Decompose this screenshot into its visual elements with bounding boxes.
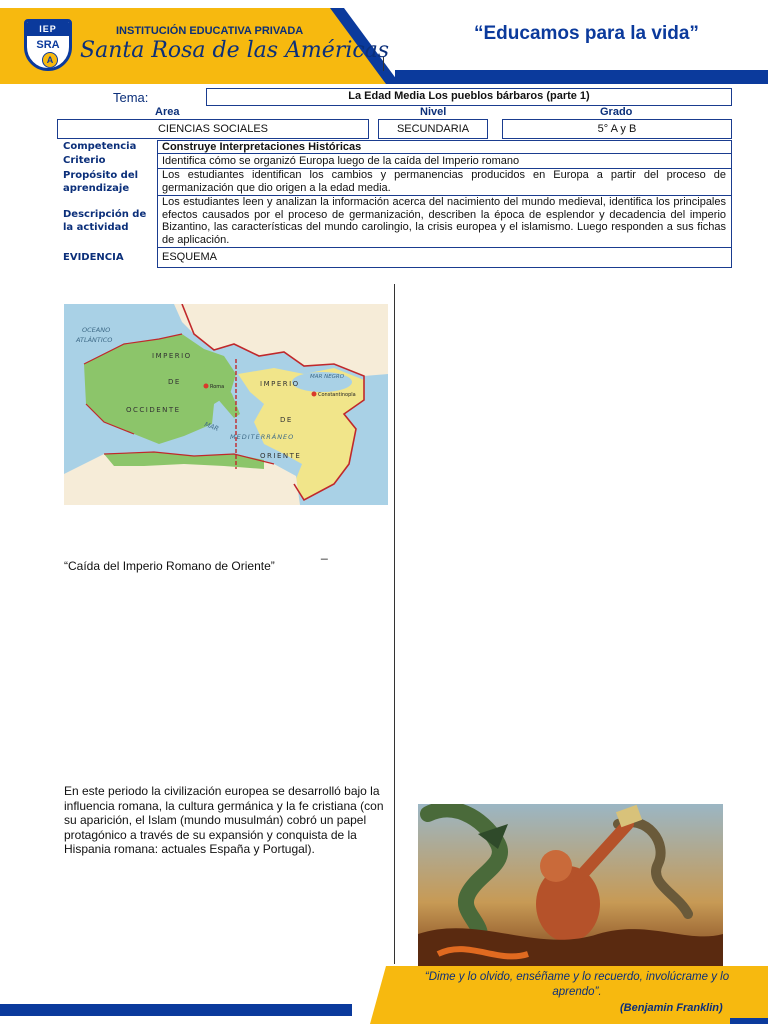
map-label-ocean-2: ATLÁNTICO: [76, 336, 113, 344]
roman-empire-map-image: [64, 304, 388, 505]
map-label-de-west: DE: [168, 378, 181, 386]
stray-dash: _: [321, 546, 328, 560]
map-label-occidente: OCCIDENTE: [126, 406, 181, 414]
competencia-label: Competencia: [63, 141, 137, 152]
footer-blue-band: [0, 1004, 352, 1016]
map-label-mar-negro: MAR NEGRO: [310, 374, 345, 380]
header-blue-band: [395, 70, 768, 84]
criterio-value: Identifica cómo se organizó Europa luego de la caída del Imperio romano: [162, 155, 520, 167]
school-motto: “Educamos para la vida”: [474, 23, 699, 44]
nivel-header: Nivel: [420, 106, 447, 118]
map-label-roma: Roma: [210, 384, 225, 390]
map-label-ocean-1: OCEANO: [82, 326, 111, 334]
body-paragraph: En este periodo la civilización europea se desarrolló bajo la influencia romana, la cultura germánica y la fe cristiana (con su aparición, el Islam (mundo musulmán) cobró un papel protagónico a través de su expansión y conquista de la Hispania romana: actuales España y Portugal).: [64, 784, 384, 856]
nivel-value: SECUNDARIA: [396, 123, 470, 135]
footer-blue-accent: [730, 1018, 768, 1024]
thor-serpent-illustration: [418, 804, 723, 968]
crest-mid-text: SRA: [36, 39, 60, 51]
competencia-value: Construye Interpretaciones Históricas: [162, 141, 362, 153]
school-name: Santa Rosa de las Américas: [80, 38, 390, 63]
descripcion-value: Los estudiantes leen y analizan la información acerca del nacimiento del mundo medieval, identifica los principales efectos causados por el proceso de germanización, describen la época de esplendor y decadencia del imperio Bizantino, las características del mundo carolingio, la crisis europea y el islamismo. Luego responden a sus fichas de aplicación.: [162, 196, 726, 246]
map-label-constantinopla: Constantinopla: [318, 392, 356, 398]
proposito-label: Propósito del aprendizaje: [63, 170, 139, 194]
area-header: Area: [155, 106, 180, 118]
area-box: [57, 119, 369, 139]
evidencia-box: [157, 247, 732, 268]
evidencia-value: ESQUEMA: [162, 251, 218, 263]
proposito-value: Los estudiantes identifican los cambios y permanencias producidos en Europa a partir del proceso de germanización que dio origen a la edad media.: [162, 169, 726, 194]
evidencia-label: EVIDENCIA: [63, 252, 124, 263]
grado-value: 5° A y B: [597, 123, 637, 135]
map-label-imperio-east: IMPERIO: [260, 380, 300, 388]
crest-bottom-text: A: [42, 52, 58, 68]
map-label-mar: MAR: [203, 420, 220, 433]
crest-top-text: IEP: [27, 22, 69, 36]
school-crest-logo: [24, 19, 72, 71]
descripcion-label: Descripción de la actividad: [63, 209, 147, 233]
area-value: CIENCIAS SOCIALES: [157, 123, 269, 135]
map-caption: “Caída del Imperio Romano de Oriente”: [64, 559, 275, 573]
map-label-de-east: DE: [280, 416, 293, 424]
tema-label: Tema:: [113, 90, 149, 105]
map-label-oriente: ORIENTE: [260, 452, 302, 460]
nivel-box: [378, 119, 488, 139]
tema-value: La Edad Media Los pueblos bárbaros (parte 1): [348, 90, 590, 102]
grado-header: Grado: [600, 106, 633, 118]
map-label-mediterraneo: MEDITERRÁNEO: [230, 433, 295, 441]
column-divider: [394, 284, 395, 964]
institution-type: INSTITUCIÓN EDUCATIVA PRIVADA: [116, 25, 304, 37]
footer-quote: “Dime y lo olvido, enséñame y lo recuerdo, involúcrame y lo aprendo”.: [424, 971, 730, 998]
map-label-imperio-west: IMPERIO: [152, 352, 192, 360]
footer-quote-author: (Benjamin Franklin): [620, 1002, 723, 1014]
grado-box: [502, 119, 732, 139]
criterio-label: Criterio: [63, 155, 106, 166]
tema-box: [206, 88, 732, 106]
